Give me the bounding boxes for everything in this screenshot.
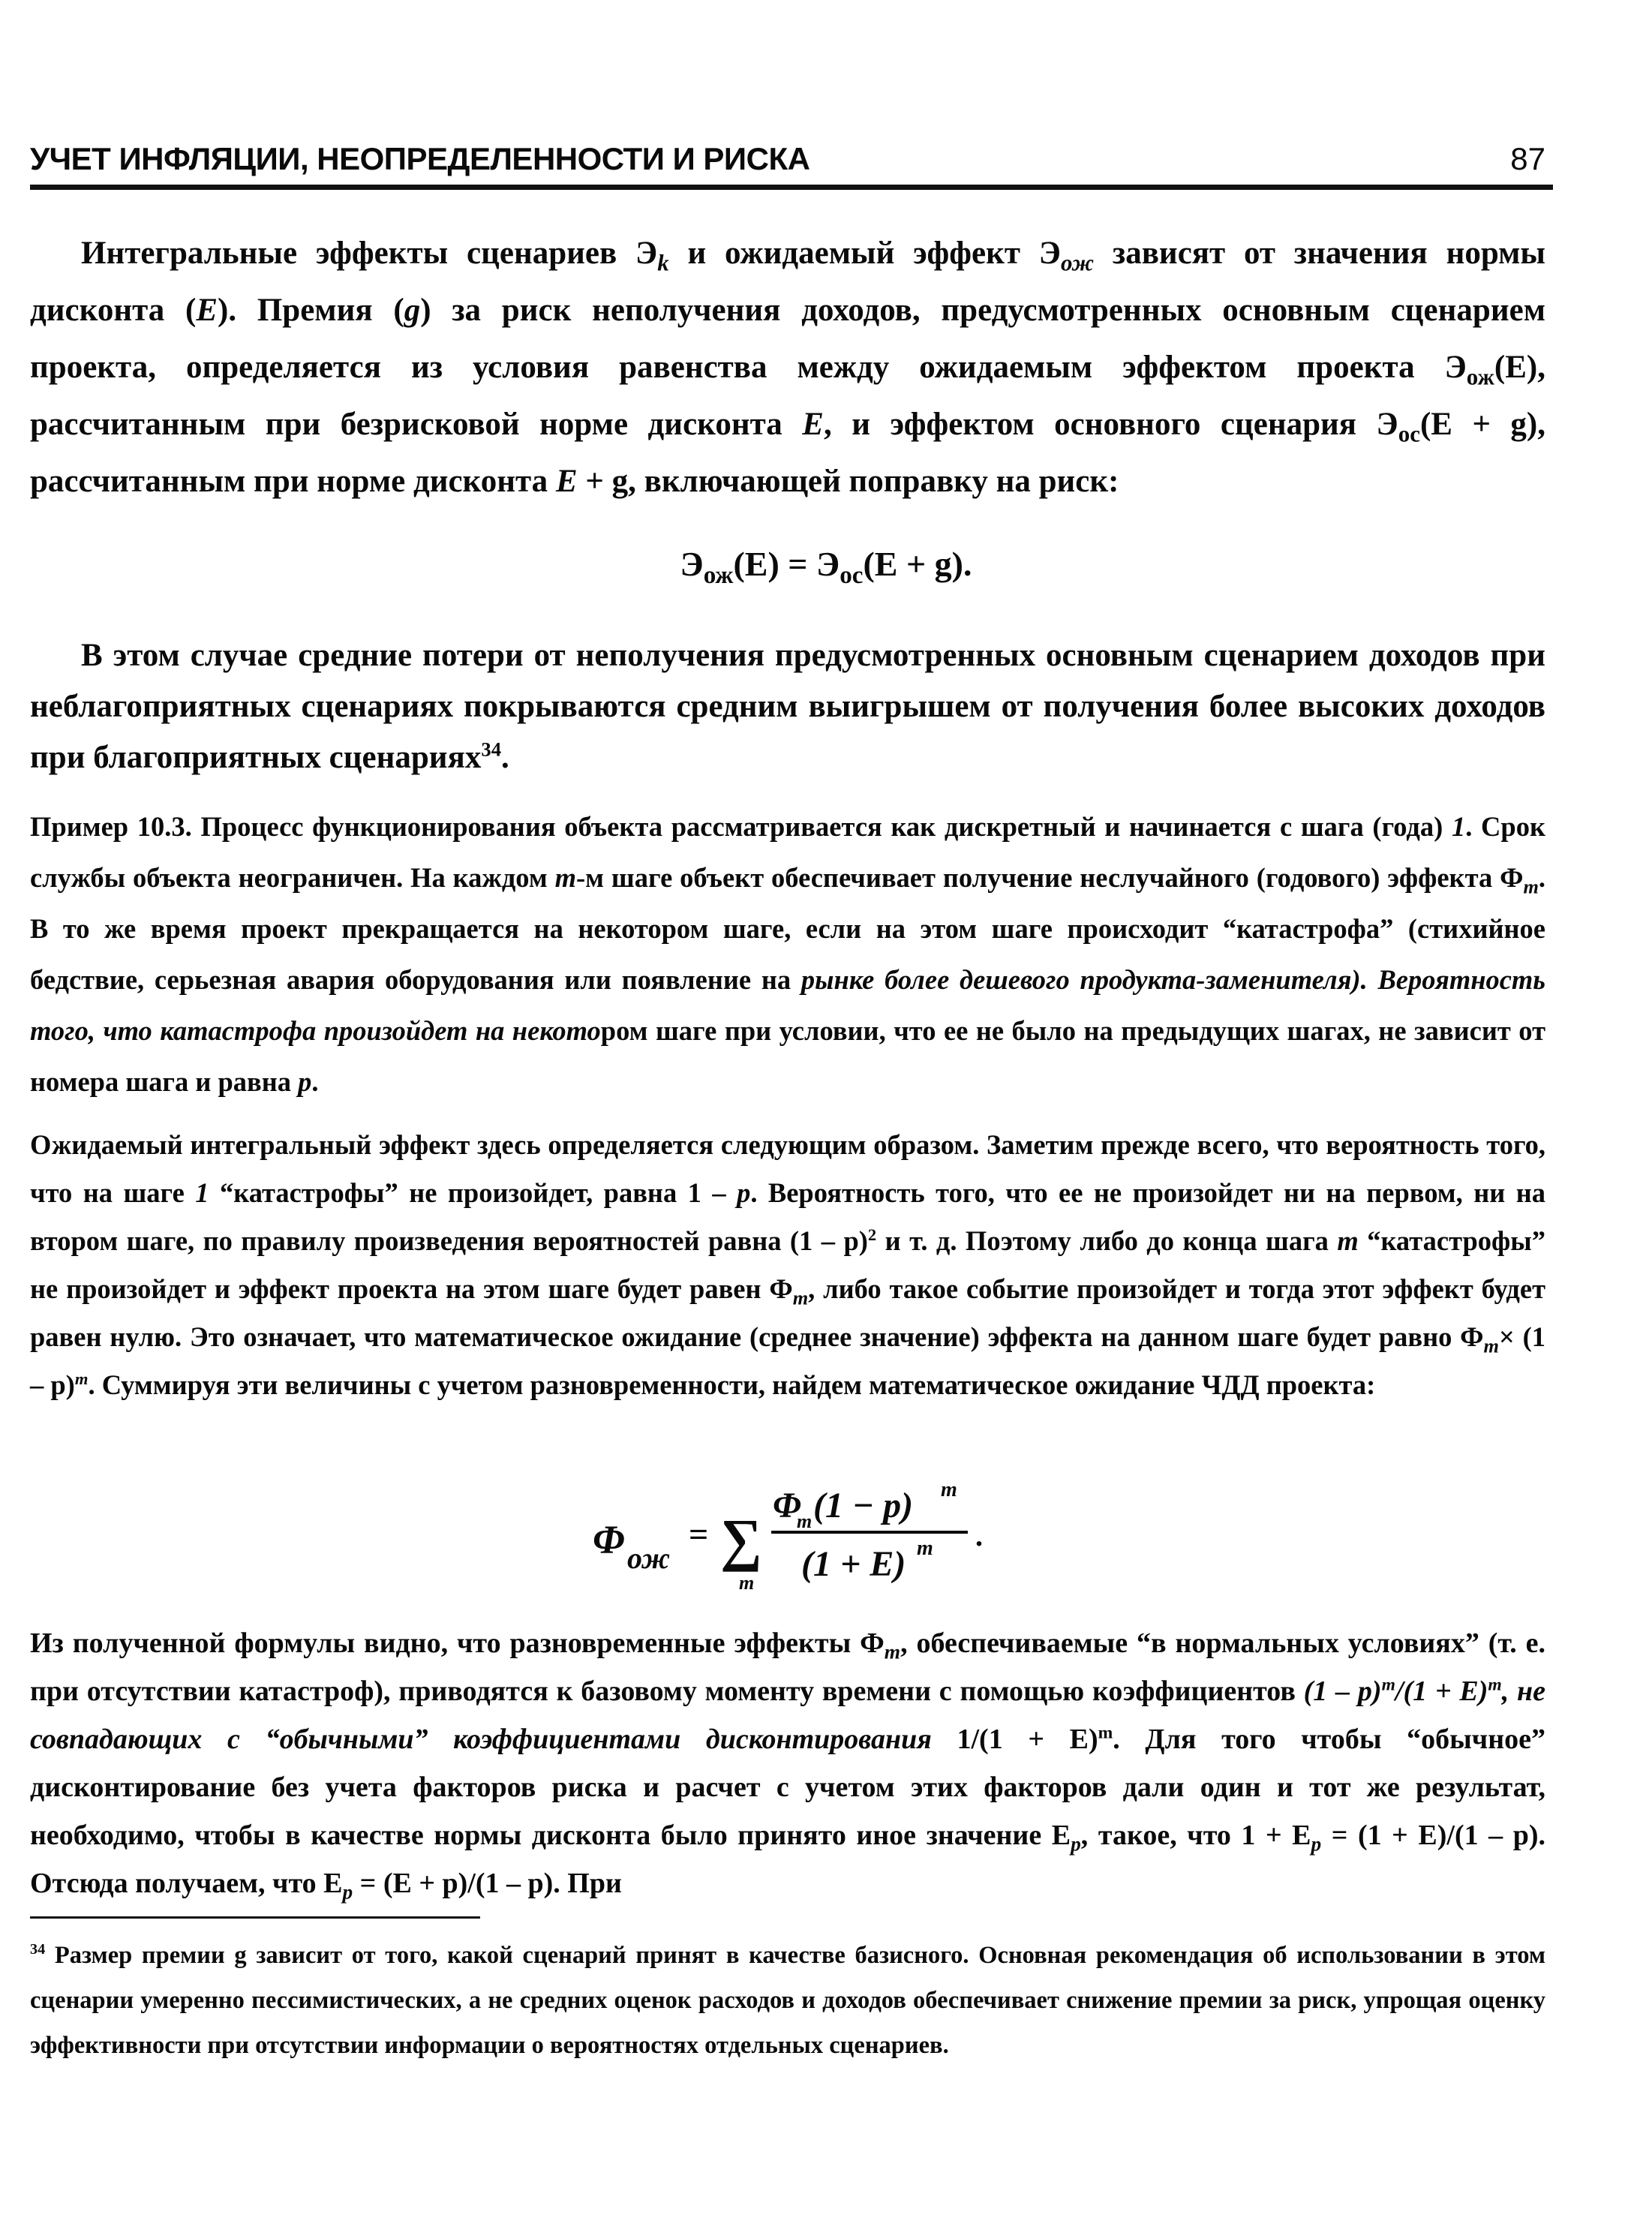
denominator-sup: m [917, 1537, 933, 1560]
formula-expected-effect: $Э_{ож}(E) = Э_{ос}(E + g)$. [680, 545, 972, 590]
footnote-number: 34 [30, 1941, 46, 1958]
paragraph-discounting: Из полученной формулы видно, что разновременные эффекты $Ф_m$, обеспечиваемые “в нормальных условиях” (т. е. при отсутствии катастроф), приводятся к базовому моменту времени с помощью коэффициентов $(1 - p)^m/(1 + E)^m$, не совпадающих с “обычными” коэффициентами дисконтирования $1/(1 + E)^m$. Для того чтобы “обычное” дисконтирование без учета факторов риска и расчет с учетом этих факторов дали один и тот же результат, необходимо, чтобы в качестве нормы дисконта было принято иное значение $E_p$, такое, что $1 + E_p = (1 + E)/(1 - p)$. Отсюда получаем, что $E_p = (E + p)/(1 - p)$. При [30, 1627, 1546, 1904]
example-10-3: Пример 10.3. Процесс функционирования объекта рассматривается как дискретный и начинается с шага (года) 1. Срок службы объекта неограничен. На каждом m-м шаге объект обеспечивает получение неслучайного (годового) эффекта $Ф_m$. В то же время проект прекращается на некотором шаге, если на этом шаге происходит “катастрофа” (стихийное бедствие, серьезная авария оборудования или появление на рынке более дешевого продукта-заменителя). Вероятность того, что катастрофа произойдет на некотором шаге при условии, что ее не было на предыдущих шагах, не зависит от номера шага и равна p. [30, 811, 1545, 1097]
header-rule [30, 185, 1553, 190]
footnote-rule [30, 1916, 480, 1919]
example-label: Пример 10.3 [30, 811, 185, 842]
paragraph-integral-effects: Интегральные эффекты сценариев $Э_k$ и ожидаемый эффект $Э_{ож}$ зависят от значения нормы дисконта (E). Премия (g) за риск неполучения доходов, предусмотренных основным сценарием проекта, определяется из условия равенства между ожидаемым эффектом проекта $Э_{ож}(E)$, рассчитанным при безрисковой норме дисконта E, и эффектом основного сценария $Э_{ос}(E + g)$, рассчитанным при норме дисконта E + g, включающей поправку на риск: [30, 236, 1545, 499]
numerator-phi: Φ [773, 1486, 801, 1525]
formula-lhs-sub: ож [627, 1541, 671, 1575]
formula-end: . [975, 1519, 983, 1552]
formula-eq: = [689, 1515, 709, 1553]
footnote-ref: 34 [481, 738, 502, 761]
header-title: УЧЕТ ИНФЛЯЦИИ, НЕОПРЕДЕЛЕННОСТИ И РИСКА [30, 141, 810, 176]
sum-sub: m [739, 1572, 755, 1594]
numerator-sup: m [941, 1478, 957, 1501]
sum-sign: ∑ [720, 1507, 762, 1572]
page-number: 87 [1510, 141, 1545, 176]
formula-lhs: Φ [593, 1517, 625, 1562]
paragraph-expected-integral-effect: Ожидаемый интегральный эффект здесь определяется следующим образом. Заметим прежде всего, что вероятность того, что на шаге 1 “катастрофы” не произойдет, равна 1 – p. Вероятность того, что ее не произойдет ни на первом, ни на втором шаге, по правилу произведения вероятностей равна (1 – p)$^2$ и т. д. Поэтому либо до конца шага m “катастрофы” не произойдет и эффект проекта на этом шаге будет равен $Ф_m$, либо такое событие произойдет и тогда этот эффект будет равен нулю. Это означает, что математическое ожидание (среднее значение) эффекта на данном шаге будет равно $Ф_m\times (1 - p)^m$. Суммируя эти величины с учетом разновременности, найдем математическое ожидание ЧДД проекта: [30, 1129, 1545, 1400]
formula-expected-npv [0, 1471, 1652, 1621]
paragraph-losses: В этом случае средние потери от неполучения предусмотренных основным сценарием доходов при неблагоприятных сценариях покрываются средним выигрышем от получения более высоких доходов при благоприятных сценариях$^{34}$. [30, 638, 1545, 775]
denominator: (1 + E) [801, 1544, 906, 1584]
footnote-34: $^{34}$ Размер премии g зависит от того, какой сценарий принят в качестве базисного. Основная рекомендация об использовании в этом сценарии умеренно пессимистических, а не средних оценок расходов и доходов обеспечивает снижение премии за риск, упрощая оценку эффективности при отсутствии информации о вероятностях отдельных сценариев. [30, 1941, 1545, 2059]
numerator-rest: (1 − p) [813, 1486, 914, 1525]
running-header [30, 141, 1545, 179]
numerator-phi-sub: m [797, 1510, 812, 1532]
